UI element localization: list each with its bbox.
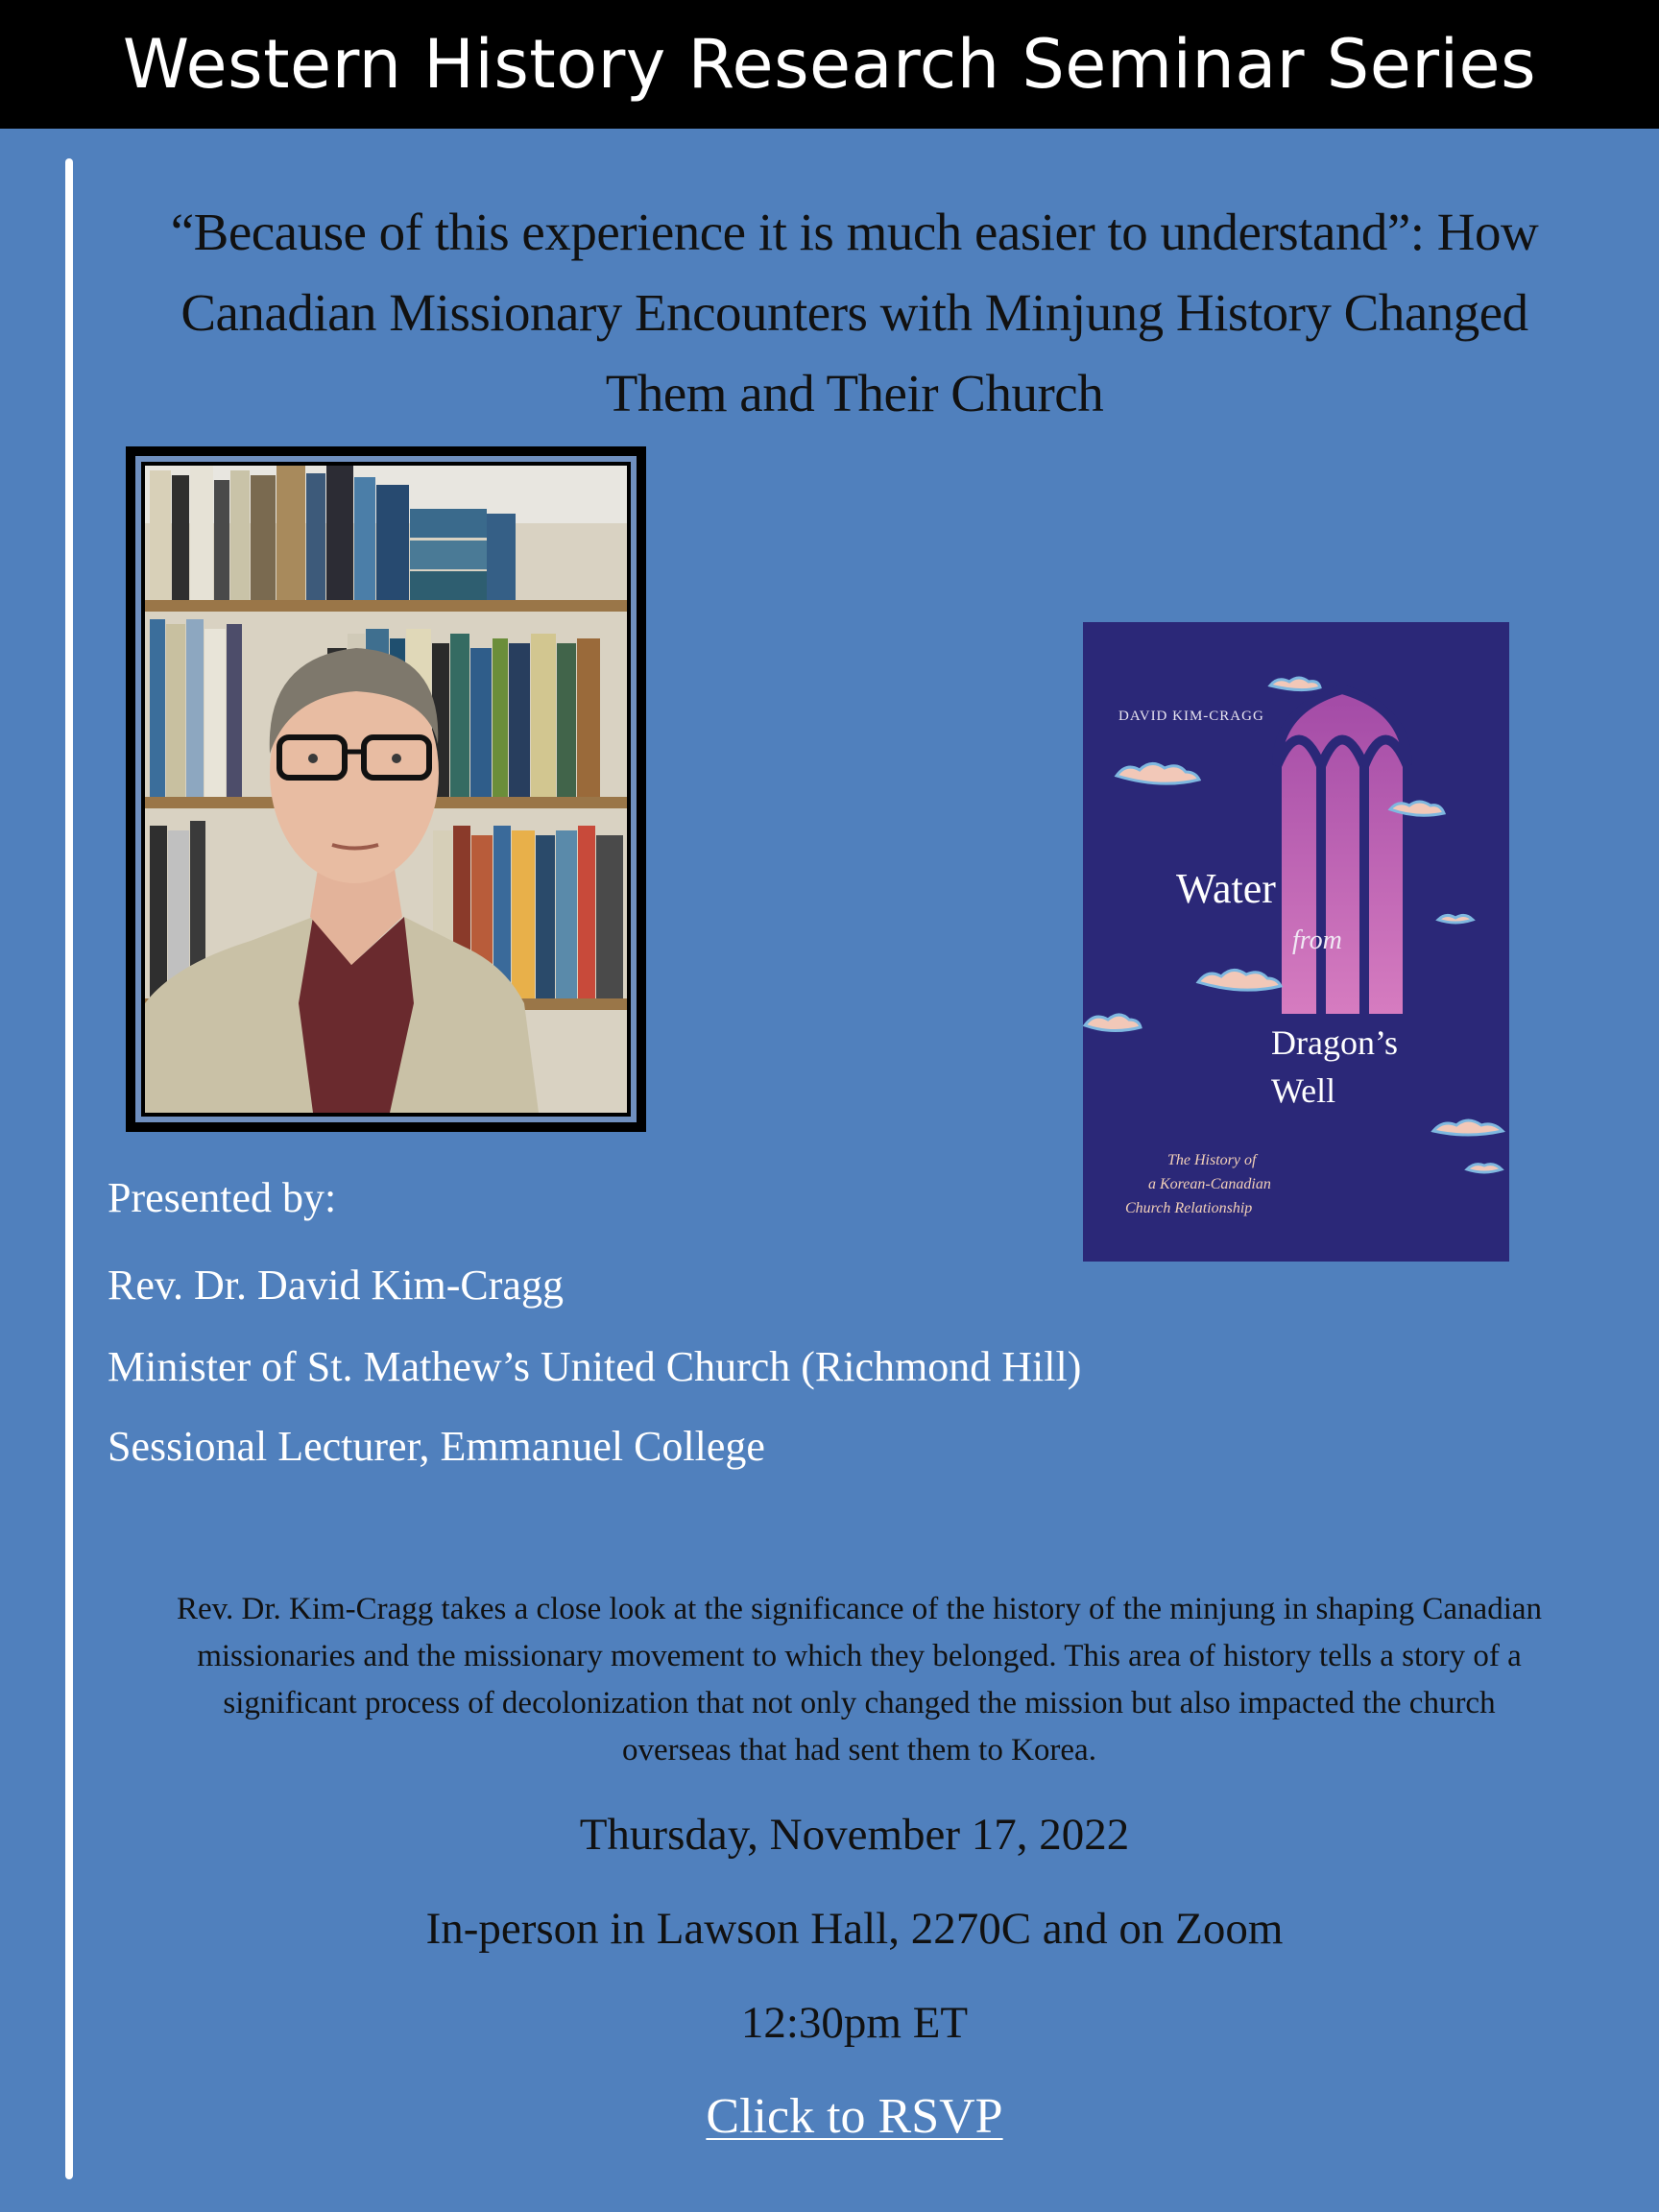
- event-time: 12:30pm ET: [740, 1998, 969, 2048]
- header-bar: [0, 0, 1659, 129]
- book-subtitle-line: The History of: [1167, 1152, 1257, 1168]
- series-title: Western History Research Seminar Series: [122, 25, 1537, 104]
- rsvp-container: [86, 2088, 1623, 2145]
- description-line: missionaries and the missionary movement to which they belonged. This area of history tells a story of a: [197, 1639, 1522, 1673]
- presenter-name: Rev. Dr. David Kim-Cragg: [108, 1262, 564, 1309]
- speaker-photo-frame: [126, 446, 646, 1132]
- book-cover: [1083, 622, 1509, 1262]
- event-date: Thursday, November 17, 2022: [579, 1810, 1130, 1860]
- book-title-well: Well: [1271, 1071, 1336, 1110]
- event-location: In-person in Lawson Hall, 2270C and on Zoom: [425, 1904, 1284, 1954]
- rsvp-link[interactable]: Click to RSVP: [706, 2089, 1003, 2144]
- description-line: Rev. Dr. Kim-Cragg takes a close look at the significance of the history of the minjung in shaping Canadian: [176, 1592, 1543, 1626]
- left-divider-line: [65, 158, 73, 2179]
- book-subtitle-line: Church Relationship: [1125, 1200, 1253, 1216]
- talk-description: [96, 1586, 1623, 1774]
- description-line: significant process of decolonization that not only changed the mission but also impacted the church: [223, 1686, 1496, 1720]
- talk-title-line: “Because of this experience it is much easier to understand”: How: [170, 203, 1539, 261]
- book-subtitle-line: a Korean-Canadian: [1148, 1176, 1271, 1192]
- book-title-from: from: [1292, 926, 1342, 955]
- presented-by-label: Presented by:: [108, 1174, 337, 1221]
- talk-title-line: Canadian Missionary Encounters with Minjung History Changed: [180, 283, 1528, 342]
- book-title-water: Water: [1176, 865, 1276, 912]
- presenter-role: Sessional Lecturer, Emmanuel College: [108, 1423, 765, 1470]
- presenter-role: Minister of St. Mathew’s United Church (Richmond Hill): [108, 1343, 1082, 1390]
- talk-title-line: Them and Their Church: [605, 364, 1104, 422]
- book-cover-art: [1083, 622, 1509, 1262]
- description-line: overseas that had sent them to Korea.: [622, 1733, 1096, 1767]
- speaker-photo: [145, 466, 627, 1113]
- book-author: DAVID KIM-CRAGG: [1118, 709, 1264, 724]
- book-title-dragons: Dragon’s: [1271, 1023, 1398, 1062]
- talk-title: [86, 192, 1623, 434]
